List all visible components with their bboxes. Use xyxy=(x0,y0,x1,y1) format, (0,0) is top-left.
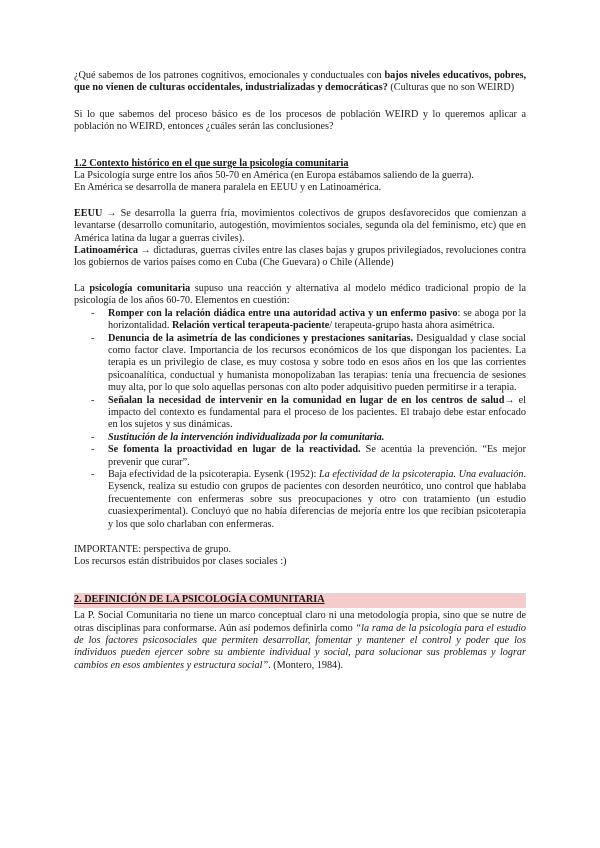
community-psych-pre: La xyxy=(74,282,90,294)
intro-weird-paragraph: Si lo que sabemos del proceso básico es de los procesos de población WEIRD y lo queremos aplicar a población no WEIRD, entonces ¿cuáles serán las conclusiones? xyxy=(74,108,526,133)
eeuu-text: → Se desarrolla la guerra fría, movimientos colectivos de grupos desfavorecidos que comienzan a levantarse (desarrollo comunitario, autogestión, movimientos sociales, segunda ola del feminismo, etc) que en América latina da lugar a guerras civiles). xyxy=(74,207,526,244)
item-1-bold-2: Relación vertical terapeuta-paciente xyxy=(171,320,330,332)
intro-question-bold: bajos niveles educativos, pobres, que no vienen de culturas occidentales, industrializadas y democráticas? xyxy=(74,70,526,94)
latam-paragraph xyxy=(74,245,526,270)
item-6-italic: La efectividad de la psicoterapia. Una evaluación xyxy=(319,468,524,480)
item-2-text: Desigualdad y clase social como factor clave. Importancia de los recursos económicos de los que dispongan los pacientes. La terapia es un privilegio de clase, es muy costosa y sobre todo en esos años en los que las corrientes psicoanalítica, conductual y humanista monopolizaban las terapias: tenía una frecuencia de sesiones muy alta, por lo que solo aquellas personas con alto poder adquisitivo pueden permitirse ir a terapia. xyxy=(108,332,526,394)
document-page xyxy=(74,70,526,672)
item-2-bold: Denuncia de la asimetría de las condiciones y prestaciones sanitarias. xyxy=(108,332,414,344)
elements-list xyxy=(74,308,526,531)
eeuu-label: EEUU xyxy=(74,207,103,219)
section-2-heading: 2. DEFINICIÓN DE LA PSICOLOGÍA COMUNITARIA xyxy=(74,593,526,608)
definition-citation: . (Montero, 1984). xyxy=(268,659,344,671)
list-item xyxy=(74,469,526,531)
community-psych-intro xyxy=(74,283,526,308)
item-5-bold: Se fomenta la proactividad en lugar de la reactividad. xyxy=(108,444,361,456)
item-1-text-2: / terapeuta-grupo hasta ahora asimétrica. xyxy=(329,320,495,332)
intro-question xyxy=(74,70,526,95)
definition-text: La P. Social Comunitaria no tiene un marco conceptual claro ni una metodología propia, sino que se nutre de otras disciplinas para conformarse. Aún así podemos definirla como xyxy=(74,610,526,634)
latam-label: Latinoamérica xyxy=(74,245,138,257)
community-psych-bold: psicología comunitaria xyxy=(89,282,191,294)
list-item xyxy=(74,395,526,432)
item-1-text: : se aboga por la horizontalidad. xyxy=(108,307,526,332)
history-line-1: La Psicología surge entre los años 50-70 en América (en Europa estábamos saliendo de la guerra). xyxy=(74,170,474,182)
item-4-bold: Sustitución de la intervención individualizada por la comunitaria. xyxy=(108,431,385,443)
item-3-text: → el impacto del contexto es fundamental para el proceso de los pacientes. El trabajo debe estar enfocado en los sujetos y sus dinámicas. xyxy=(108,394,526,431)
list-item xyxy=(74,308,526,333)
eeuu-paragraph xyxy=(74,208,526,245)
item-1-bold: Romper con la relación diádica entre una autoridad activa y un enfermo pasivo xyxy=(108,307,458,319)
definition-quote: “la rama de la psicología para el estudio de los factores psicosociales que permiten desarrollar, fomentar y mantener el control y poder que los individuos pueden ejercer sobre su ambiente individual y social, para solucionar sus problemas y lograr cambios en esos ambientes y estructura social” xyxy=(74,622,526,671)
list-item xyxy=(74,333,526,395)
item-6-text: Baja efectividad de la psicoterapia. Eysenk (1952): xyxy=(108,468,319,480)
history-line-2: En América se desarrolla de manera paralela en EEUU y en Latinoamérica. xyxy=(74,182,382,194)
important-line-1: IMPORTANTE: perspectiva de grupo. xyxy=(74,544,232,555)
item-3-bold: Señalan la necesidad de intervenir en la comunidad en lugar de en los centros de salud xyxy=(108,394,505,406)
intro-question-note: (Culturas que no son WEIRD) xyxy=(387,82,515,94)
item-6-text-2: . Eysenck, realiza su estudio con grupos de pacientes con desorden neurótico, uno control que hablaba frecuentemente con enfermeras sobre sus preocupaciones y otro con tratamiento (un estudio cuasiexperimental). Concluyó que no había diferencias de mejoría entre los que recibían psicoterapia y los que solo charlaban con enfermeras. xyxy=(108,468,526,530)
item-5-text: Se acentúa la prevención. “Es mejor prevenir que curar”. xyxy=(108,444,526,468)
community-psych-post: supuso una reacción y alternativa al modelo médico tradicional propio de la psicología de los años 60-70. Elementos en cuestión: xyxy=(74,282,527,307)
list-item xyxy=(74,432,526,444)
latam-text: → dictaduras, guerras civiles entre las clases bajas y grupos privilegiados, revoluciones contra los gobiernos de varios países como en Cuba (Che Guevara) o Chile (Allende) xyxy=(74,245,526,269)
intro-question-text: ¿Qué sabemos de los patrones cognitivos, emocionales y conductuales con xyxy=(74,70,385,81)
definition-paragraph xyxy=(74,610,526,672)
important-line-2: Los recursos están distribuidos por clases sociales :) xyxy=(74,556,287,568)
list-item xyxy=(74,444,526,469)
section-1-2-heading: 1.2 Contexto histórico en el que surge la psicología comunitaria xyxy=(74,157,349,169)
